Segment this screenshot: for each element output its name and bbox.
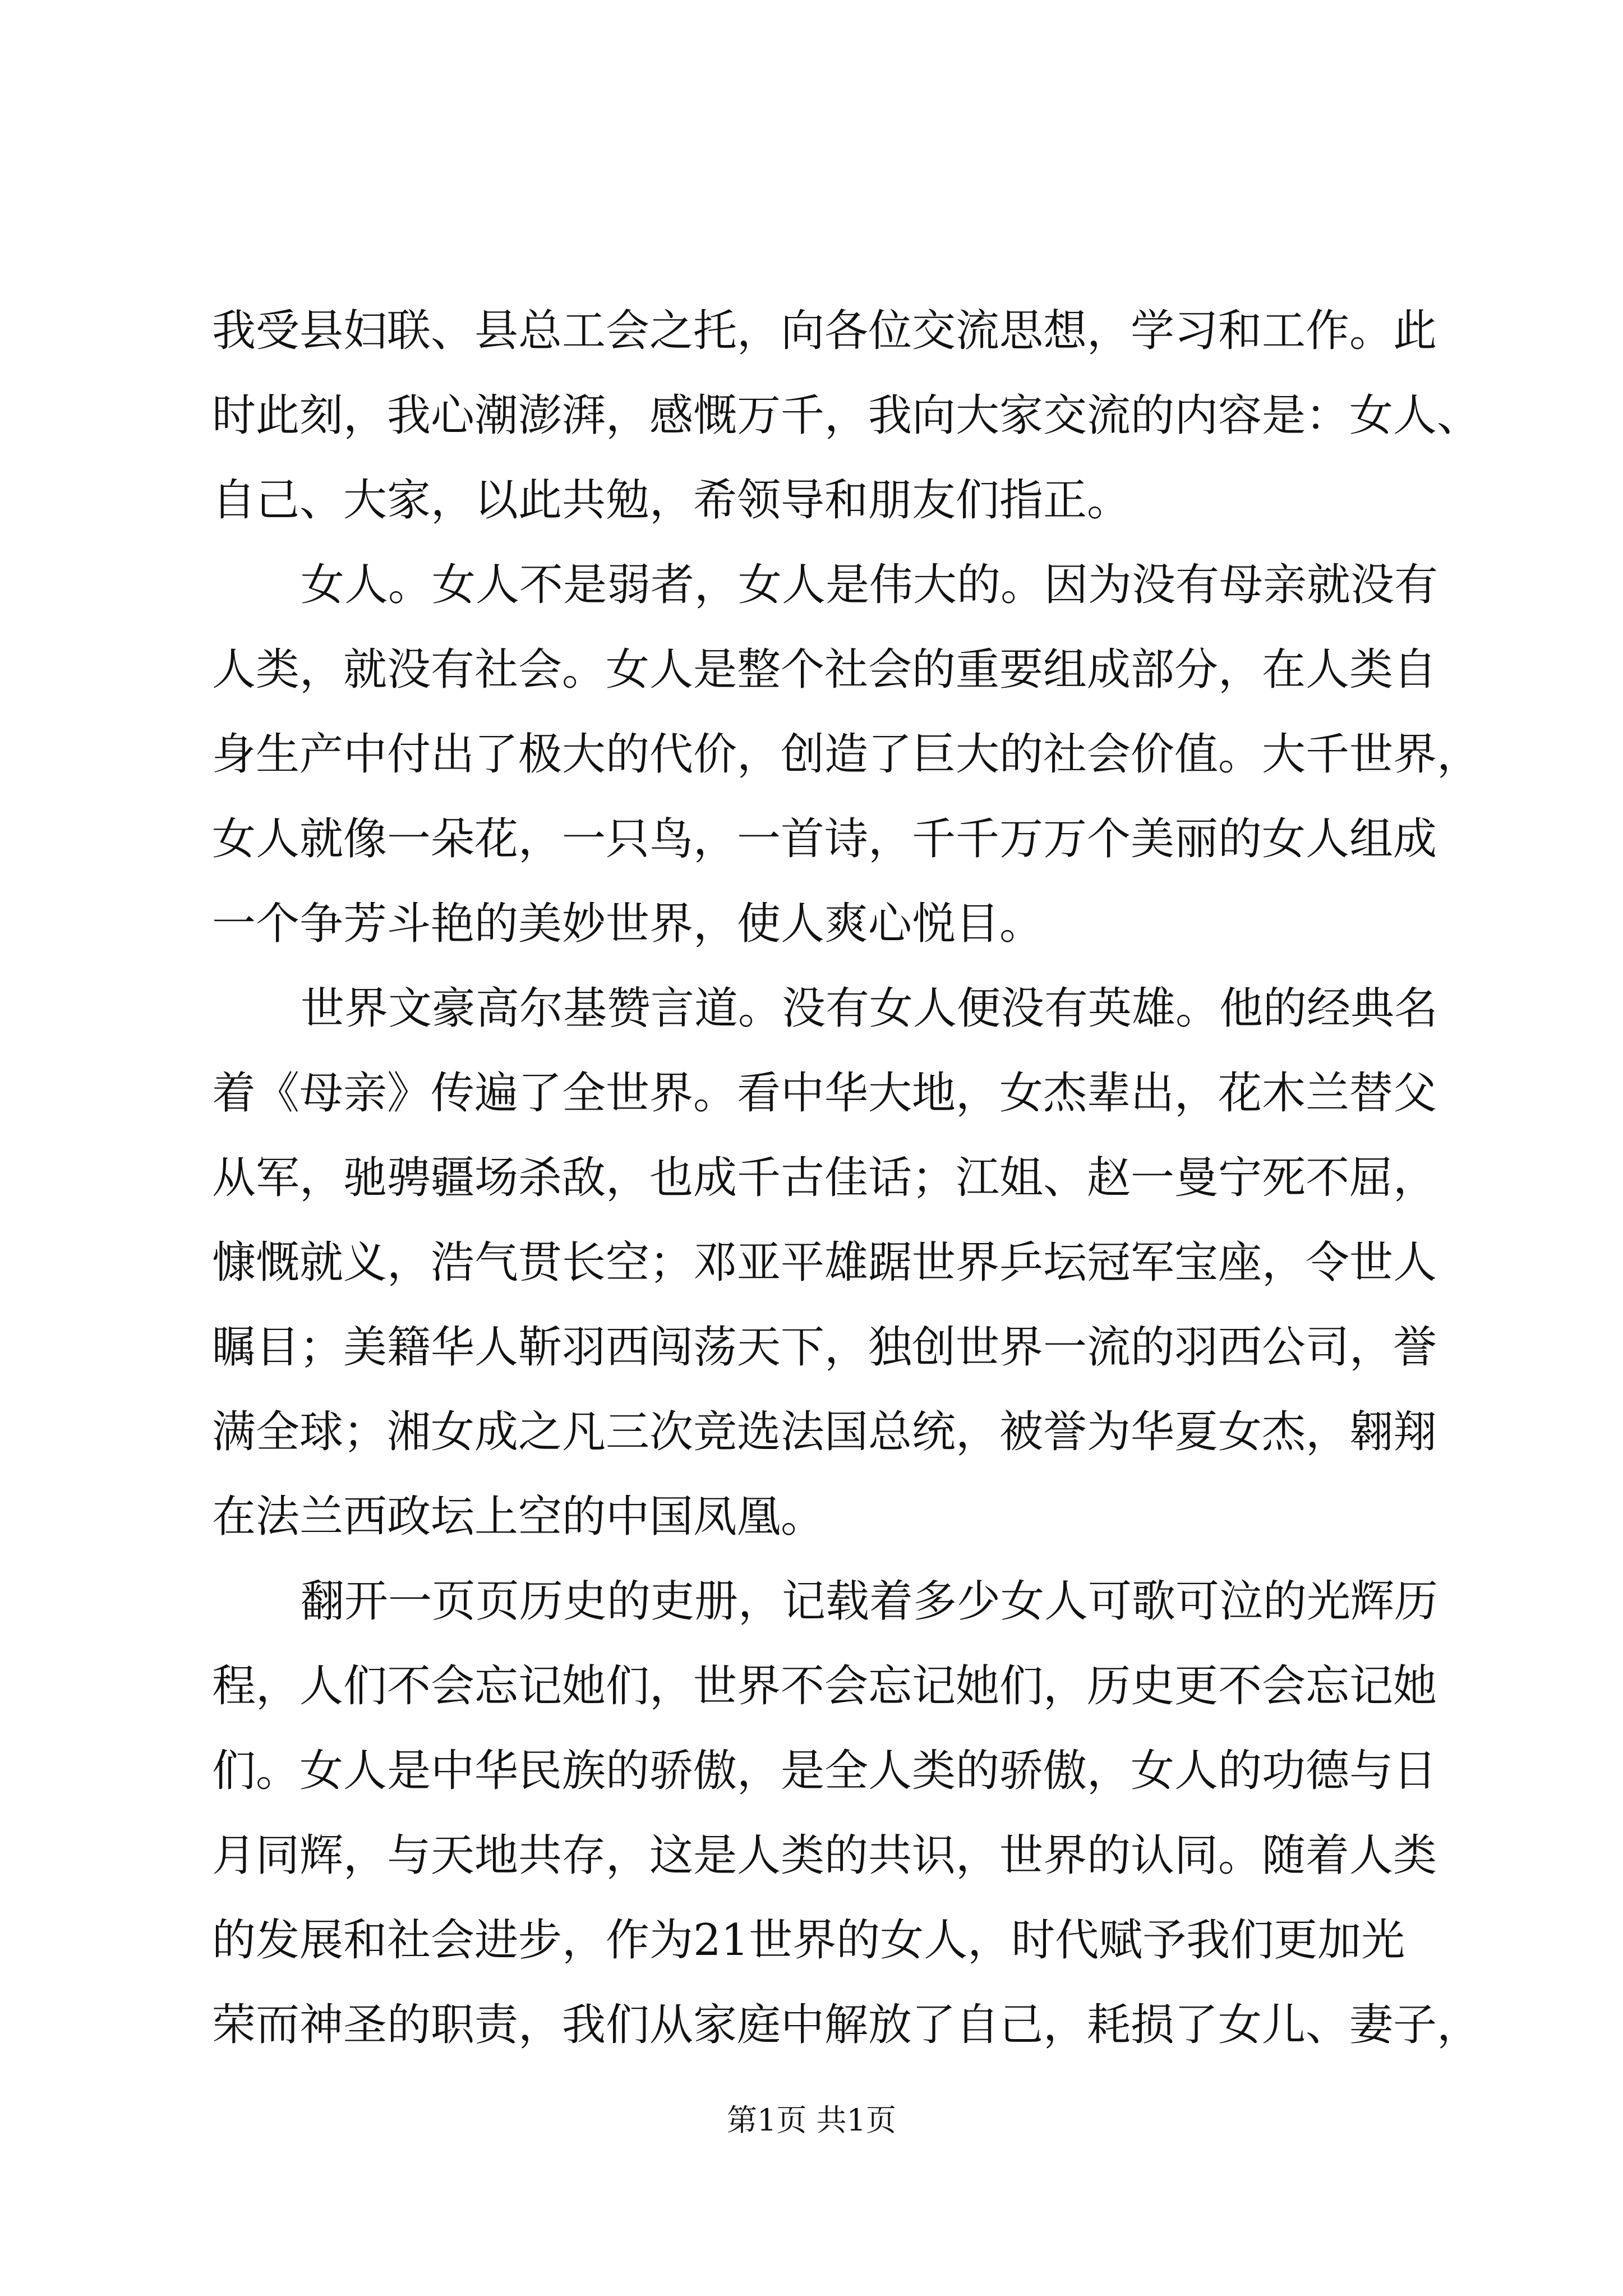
page-number-footer: 第1页 共1页 bbox=[727, 2102, 896, 2138]
text-line: 着《母亲》传遍了全世界。看中华大地，女杰辈出，花木兰替父 bbox=[212, 1068, 1437, 1119]
text-line: 月同辉，与天地共存，这是人类的共识，世界的认同。随着人类 bbox=[212, 1830, 1437, 1881]
text-line: 瞩目；美籍华人靳羽西闯荡天下，独创世界一流的羽西公司，誉 bbox=[212, 1322, 1437, 1373]
document-body bbox=[212, 289, 1481, 2068]
text-line: 时此刻，我心潮澎湃，感慨万千，我向大家交流的内容是：女人、 bbox=[212, 390, 1481, 441]
text-line: 从军，驰骋疆场杀敌，也成千古佳话；江姐、赵一曼宁死不屈， bbox=[212, 1153, 1437, 1203]
paragraph-first-line: 翻开一页页历史的吏册，记载着多少女人可歌可泣的光辉历 bbox=[301, 1576, 1438, 1627]
text-line: 满全球；湘女成之凡三次竞选法国总统，被誉为华夏女杰，翱翔 bbox=[212, 1407, 1437, 1457]
text-line: 在法兰西政坛上空的中国凤凰。 bbox=[212, 1492, 825, 1542]
paragraph-first-line: 世界文豪高尔基赞言道。没有女人便没有英雄。他的经典名 bbox=[301, 983, 1438, 1034]
text-line: 自己、大家，以此共勉，希领导和朋友们指正。 bbox=[212, 475, 1131, 526]
text-line: 程，人们不会忘记她们，世界不会忘记她们，历史更不会忘记她 bbox=[212, 1661, 1437, 1711]
text-line: 人类，就没有社会。女人是整个社会的重要组成部分，在人类自 bbox=[212, 645, 1437, 695]
text-line: 女人就像一朵花，一只鸟，一首诗，千千万万个美丽的女人组成 bbox=[212, 814, 1437, 864]
text-line: 一个争芳斗艳的美妙世界，使人爽心悦目。 bbox=[212, 899, 1044, 949]
paragraph-first-line: 女人。女人不是弱者，女人是伟大的。因为没有母亲就没有 bbox=[301, 560, 1438, 610]
text-line: 荣而神圣的职责，我们从家庭中解放了自己，耗损了女儿、妻子， bbox=[212, 2000, 1481, 2050]
text-line: 慷慨就义，浩气贯长空；邓亚平雄踞世界乒坛冠军宝座，令世人 bbox=[212, 1237, 1437, 1288]
text-line: 身生产中付出了极大的代价，创造了巨大的社会价值。大千世界， bbox=[212, 729, 1481, 780]
text-line: 们。女人是中华民族的骄傲，是全人类的骄傲，女人的功德与日 bbox=[212, 1746, 1437, 1796]
text-line: 的发展和社会进步，作为21世界的女人，时代赋予我们更加光 bbox=[212, 1915, 1405, 1966]
text-line: 我受县妇联、县总工会之托，向各位交流思想，学习和工作。此 bbox=[212, 306, 1437, 356]
